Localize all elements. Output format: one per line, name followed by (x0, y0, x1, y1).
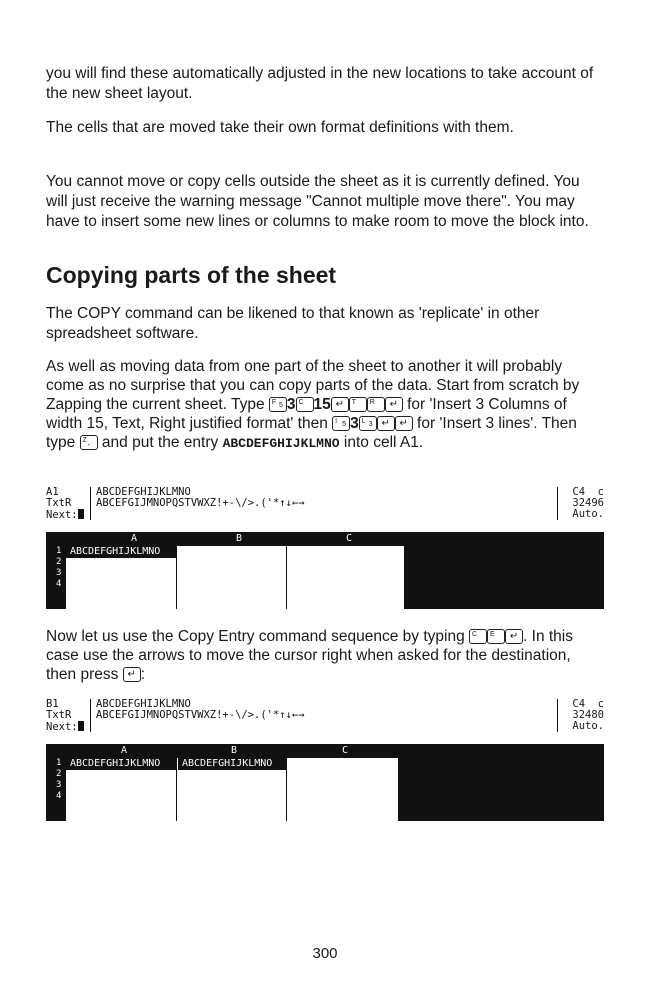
off-sheet-area (404, 546, 604, 609)
text-cursor (78, 721, 84, 731)
row-number-bar (46, 758, 66, 821)
row-number: 3 (56, 568, 62, 578)
key-c: C (296, 397, 314, 412)
column-line (176, 758, 177, 821)
key-c: C (469, 629, 487, 644)
format-label: TxtR (46, 709, 72, 721)
status-mode: Auto. (572, 508, 604, 520)
cell-b1: ABCDEFGHIJKLMNO (178, 758, 286, 770)
row-number: 4 (56, 791, 62, 801)
text-cursor (78, 509, 84, 519)
screen-capture-1 (46, 487, 604, 609)
entry-text: ABCDEFGHIJKLMNO (222, 436, 340, 451)
key-f: F 5 (269, 397, 287, 412)
column-header-a: A (121, 745, 128, 756)
column-line (286, 758, 287, 821)
row-number: 4 (56, 579, 62, 589)
key-r: R (367, 397, 385, 412)
paragraph-copy-command: The COPY command can be likened to that known as 'replicate' in other spreadsheet software. (46, 305, 540, 342)
text-run: for 'Insert 3 lines'. Then type (46, 415, 577, 451)
charset-line: ABCEFGIJMNOPQSTVWXZ!+-\/>.('*↑↓←→ (96, 709, 305, 721)
key-enter: ↵ (123, 667, 141, 682)
row-number: 2 (56, 557, 62, 567)
paragraph-moved-cells: The cells that are moved take their own format definitions with them. (46, 119, 514, 136)
cell-ref: B1 (46, 698, 59, 710)
text-run: As well as moving data from one part of the sheet to another it will probably come as no surprise that you can copy parts of the data. Start from scratch by Zapping the current sheet. Type (46, 358, 580, 413)
cell-ref: A1 (46, 486, 59, 498)
text-run: for 'Insert 3 Columns of width 15, Text, Right justified format' then (46, 396, 567, 432)
divider (557, 487, 558, 520)
status-cell: C4 c (572, 486, 604, 498)
text-run: Now let us use the Copy Entry command sequence by typing (46, 628, 470, 645)
next-prompt: Next: (46, 509, 84, 521)
entry-line: ABCDEFGHIJKLMNO (96, 486, 191, 498)
status-cell: C4 c (572, 698, 604, 710)
entry-line: ABCDEFGHIJKLMNO (96, 698, 191, 710)
divider (557, 699, 558, 732)
screen-capture-2 (46, 699, 604, 821)
format-label: TxtR (46, 497, 72, 509)
key-enter: ↵ (385, 397, 403, 412)
row-number: 3 (56, 780, 62, 790)
status-mode: Auto. (572, 720, 604, 732)
grid-area (46, 758, 604, 821)
paragraph-intro: you will find these automatically adjusted in the new locations to take account of the new sheet layout. (46, 65, 594, 102)
column-header-c: C (342, 745, 349, 756)
key-enter: ↵ (377, 416, 395, 431)
page-number: 300 (312, 945, 338, 962)
status-memory: 32480 (572, 709, 604, 721)
key-enter: ↵ (395, 416, 413, 431)
key-i: I 5 (332, 416, 350, 431)
key-enter: ↵ (331, 397, 349, 412)
cell-a1: ABCDEFGHIJKLMNO (66, 758, 176, 770)
row-number: 2 (56, 769, 62, 779)
column-header-a: A (131, 533, 138, 544)
key-e: E (487, 629, 505, 644)
paragraph-instructions (46, 357, 604, 453)
key-t: T (349, 397, 367, 412)
divider (90, 487, 91, 520)
key-15: 15 (313, 396, 331, 413)
column-header-b: B (231, 745, 238, 756)
status-memory: 32496 (572, 497, 604, 509)
column-header-bar (46, 744, 604, 758)
key-3: 3 (350, 415, 359, 432)
text-run: and put the entry (97, 434, 223, 451)
row-number-bar (46, 546, 66, 609)
next-prompt: Next: (46, 721, 84, 733)
column-header-b: B (236, 533, 243, 544)
charset-line: ABCEFGIJMNOPQSTVWXZ!+-\/>.('*↑↓←→ (96, 497, 305, 509)
key-l: L 3 (359, 416, 377, 431)
key-enter: ↵ (505, 629, 523, 644)
text-run: into cell A1. (339, 434, 424, 451)
column-header-c: C (346, 533, 353, 544)
column-line (176, 546, 177, 609)
grid-area (46, 546, 604, 609)
row-number: 1 (56, 758, 62, 768)
row-number: 1 (56, 546, 62, 556)
text-run: : (140, 666, 145, 683)
paragraph-cannot-move: You cannot move or copy cells outside the sheet as it is currently defined. You will just receive the warning message "Cannot multiple move there". You may have to insert some new lines or columns to make room to move the block into. (46, 173, 589, 230)
column-line (286, 546, 287, 609)
off-sheet-area (398, 758, 604, 821)
paragraph-copy-entry (46, 627, 604, 684)
text-run: . In this case use the arrows to move the cursor right when asked for the destination, then press (46, 628, 573, 683)
cell-a1: ABCDEFGHIJKLMNO (66, 546, 176, 558)
key-z: Z . (80, 435, 98, 450)
key-3: 3 (286, 396, 296, 413)
column-header-bar (46, 532, 604, 546)
divider (90, 699, 91, 732)
section-heading: Copying parts of the sheet (46, 262, 337, 288)
